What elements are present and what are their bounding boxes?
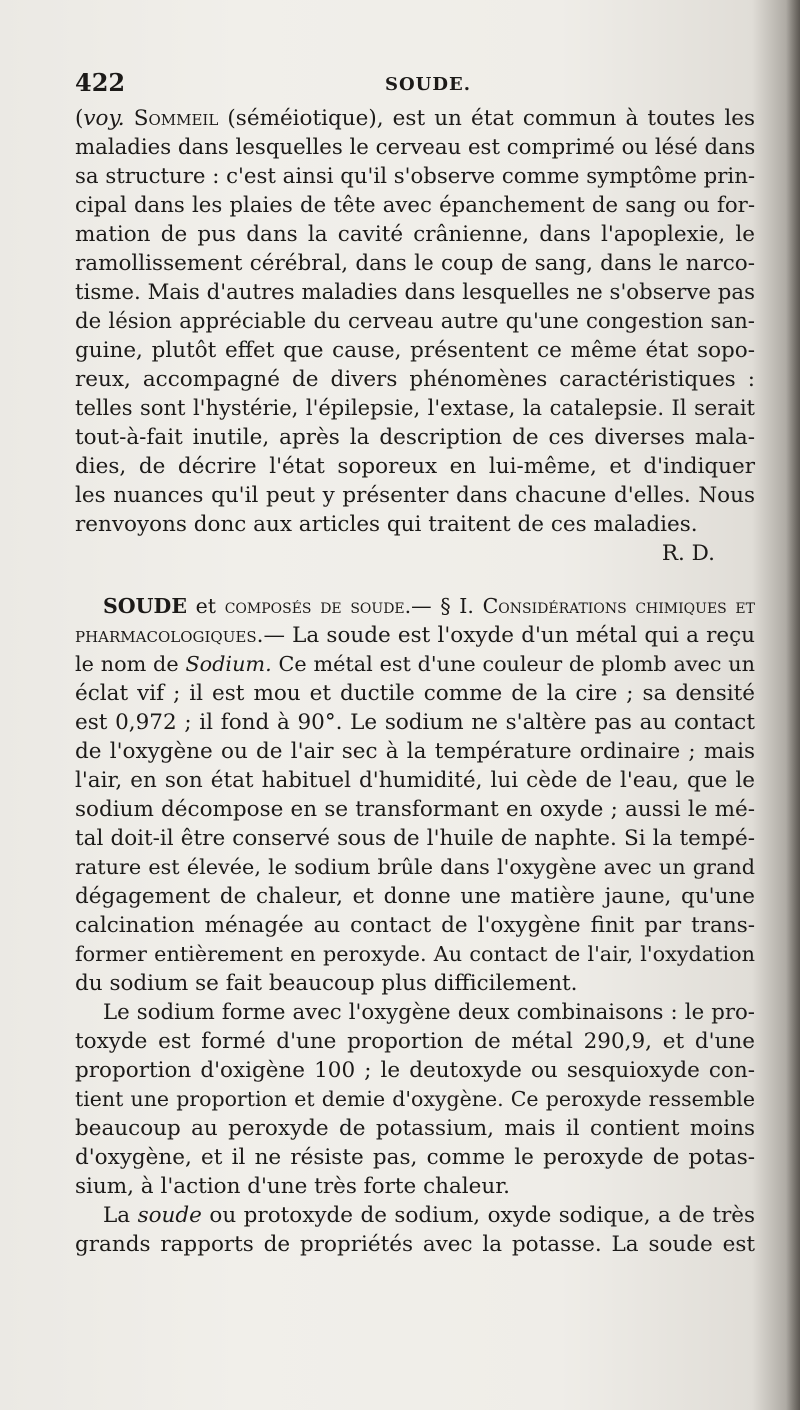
text-line: rature est élevée, le sodium brûle dans l'oxygène avec un grand (75, 855, 755, 879)
italic-voy: voy. (83, 106, 125, 131)
text-line: proportion d'oxigène 100 ; le deutoxyde ou sesquioxyde con- (75, 1058, 755, 1083)
text-line: ramollissement cérébral, dans le coup de sang, dans le narco- (75, 251, 755, 276)
text-line: former entièrement en peroxyde. Au contact de l'air, l'oxydation (75, 942, 755, 966)
text-line: renvoyons donc aux articles qui traitent de ces maladies. (75, 512, 698, 537)
text-line: sodium décompose en se transformant en oxyde ; aussi le mé- (75, 797, 755, 822)
text-line: est 0,972 ; il fond à 90°. Le sodium ne s'altère pas au contact (75, 710, 755, 735)
text-line: tout-à-fait inutile, après la description de ces diverses mala- (75, 425, 755, 450)
smallcaps-sommeil: Sommeil (124, 106, 219, 131)
text-line: tisme. Mais d'autres maladies dans lesquelles ne s'observe pas (75, 280, 755, 305)
text-line: grands rapports de propriétés avec la potasse. La soude est (75, 1232, 755, 1257)
text-line: reux, accompagné de divers phénomènes caractéristiques : (75, 367, 755, 392)
text-line: tient une proportion et demie d'oxygène. Ce peroxyde ressemble (75, 1087, 755, 1111)
text-line: dégagement de chaleur, et donne une matière jaune, qu'une (75, 884, 755, 909)
text-line: maladies dans lesquelles le cerveau est comprimé ou lésé dans (75, 135, 756, 160)
text-line: du sodium se fait beaucoup plus difficilement. (75, 971, 578, 996)
entry-title: SOUDE (103, 594, 187, 618)
author-signature: R. D. (661, 541, 715, 566)
text-line: tal doit-il être conservé sous de l'huile de naphte. Si la tempé- (75, 826, 755, 851)
text-line: d'oxygène, et il ne résiste pas, comme le peroxyde de potas- (75, 1145, 755, 1170)
text-line: sa structure : c'est ainsi qu'il s'observe comme symptôme prin- (75, 164, 756, 189)
page-header (75, 68, 755, 98)
text-line: de l'oxygène ou de l'air sec à la température ordinaire ; mais (75, 739, 755, 764)
text-line: dies, de décrire l'état soporeux en lui-même, et d'indiquer (75, 454, 755, 479)
text-line: les nuances qu'il peut y présenter dans chacune d'elles. Nous (75, 483, 755, 508)
section-gap (75, 568, 755, 592)
text-line: toxyde est formé d'une proportion de métal 290,9, et d'une (75, 1029, 755, 1054)
text-line: l'air, en son état habituel d'humidité, lui cède de l'eau, que le (75, 768, 755, 793)
text-line: telles sont l'hystérie, l'épilepsie, l'extase, la catalepsie. Il serait (75, 396, 755, 420)
section-heading-line: SOUDE et composés de soude.— § I. Considérations chimiques et (103, 594, 755, 618)
text-line: guine, plutôt effet que cause, présentent ce même état sopo- (75, 338, 755, 363)
page-number: 422 (75, 68, 126, 97)
text-line: beaucoup au peroxyde de potassium, mais il contient moins (75, 1116, 755, 1141)
text-line: cipal dans les plaies de tête avec épanchement de sang ou for- (75, 193, 755, 218)
text-line: pharmacologiques.— La soude est l'oxyde d'un métal qui a reçu (75, 623, 755, 648)
page-body (75, 104, 755, 1259)
text-line: de lésion appréciable du cerveau autre qu'une congestion san- (75, 309, 755, 334)
text-line: le nom de Sodium. Ce métal est d'une couleur de plomb avec un (75, 652, 755, 676)
running-head: SOUDE. (385, 74, 471, 95)
text-line: sium, à l'action d'une très forte chaleur. (75, 1174, 510, 1199)
text-line: Le sodium forme avec l'oxygène deux combinaisons : le pro- (103, 1000, 755, 1025)
text-line: mation de pus dans la cavité crânienne, dans l'apoplexie, le (75, 222, 755, 247)
text-line: (voy. Sommeil (séméiotique), est un état commun à toutes les (75, 106, 756, 131)
page-spine-shadow (786, 0, 800, 1410)
text-line: calcination ménagée au contact de l'oxygène finit par trans- (75, 913, 755, 938)
text-line: éclat vif ; il est mou et ductile comme de la cire ; sa densité (75, 681, 755, 706)
text-line: La soude ou protoxyde de sodium, oxyde sodique, a de très (103, 1203, 755, 1228)
